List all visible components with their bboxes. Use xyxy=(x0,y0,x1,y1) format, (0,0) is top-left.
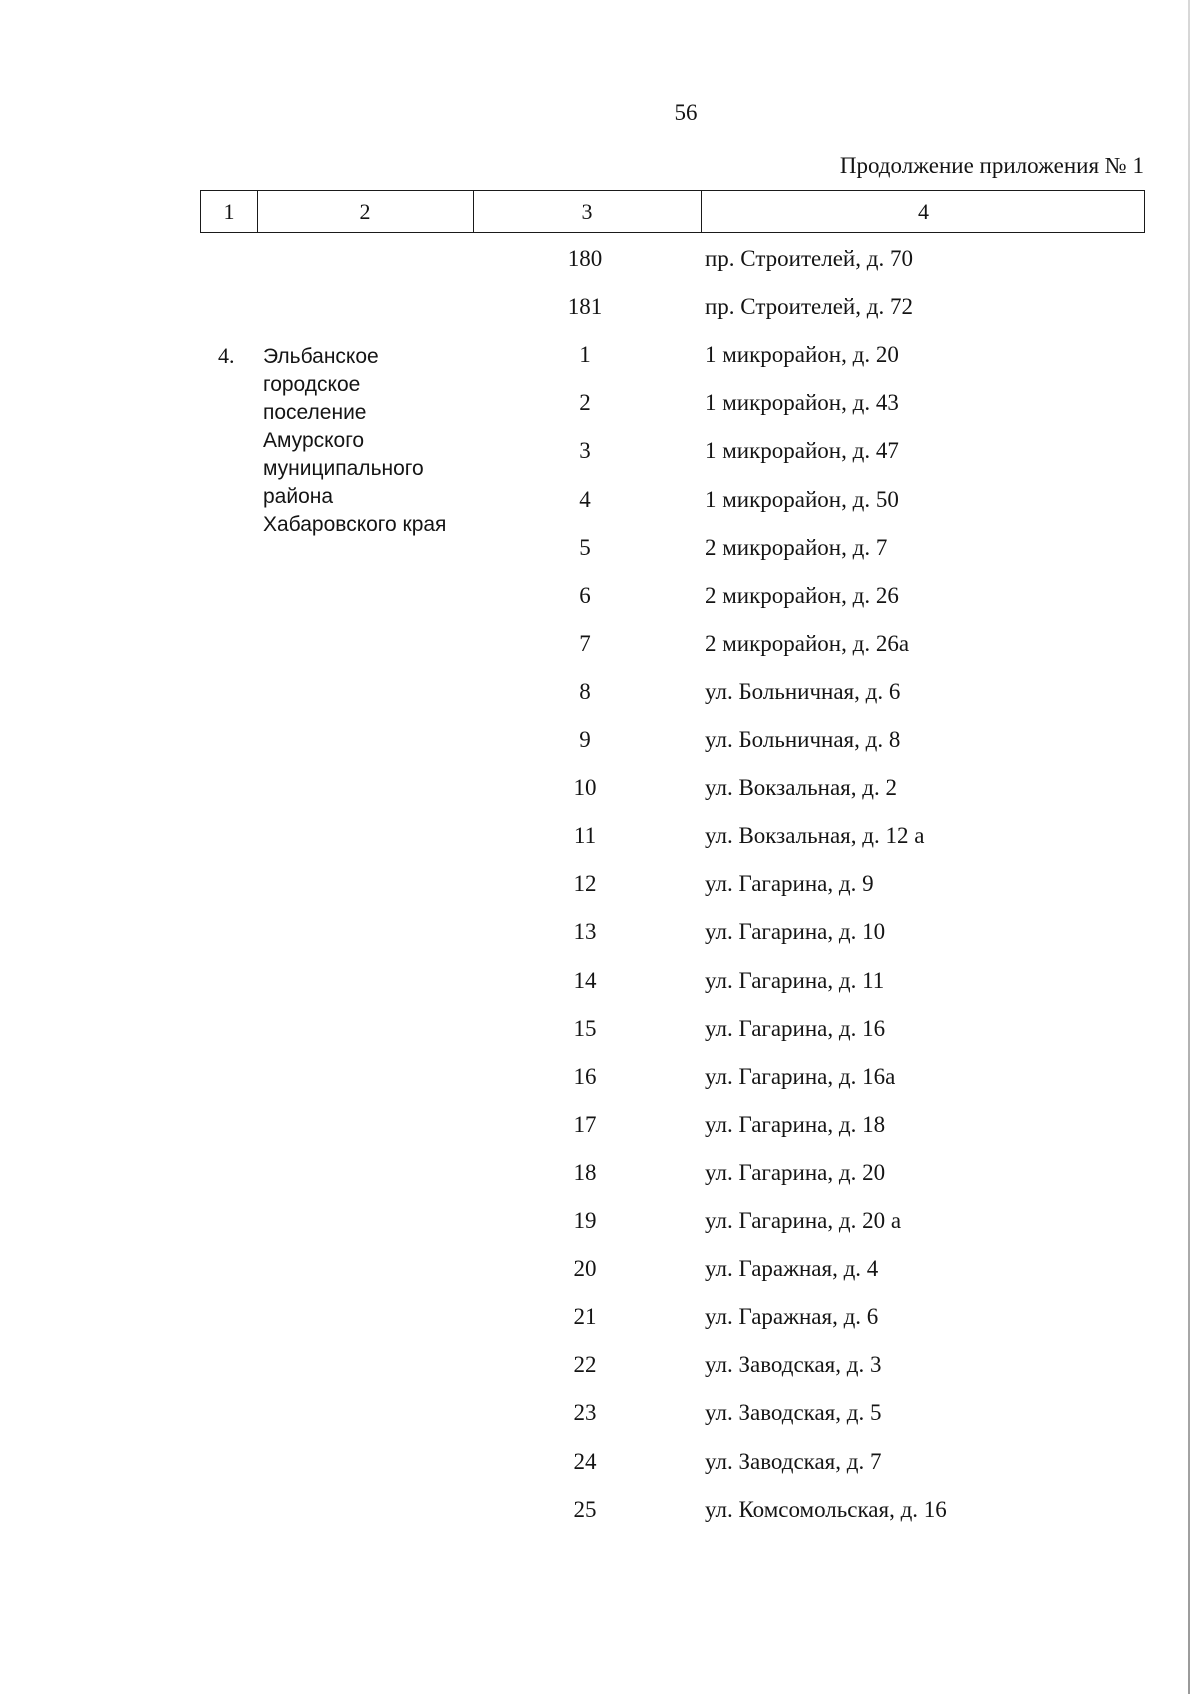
row-number: 17 xyxy=(573,1112,597,1137)
table-row xyxy=(0,535,1200,569)
row-number: 11 xyxy=(573,823,597,848)
row-address: ул. Заводская, д. 5 xyxy=(705,1400,882,1425)
row-number: 20 xyxy=(573,1256,597,1281)
row-number: 6 xyxy=(579,583,591,608)
table-row xyxy=(0,1352,1200,1386)
table-row xyxy=(0,919,1200,953)
table-header xyxy=(200,190,1145,233)
row-number: 8 xyxy=(579,679,591,704)
table-row xyxy=(0,1256,1200,1290)
row-number: 14 xyxy=(573,968,597,993)
row-number: 12 xyxy=(573,871,597,896)
settlement-name-line: Амурского xyxy=(263,429,365,452)
table-row xyxy=(0,775,1200,809)
row-number: 3 xyxy=(579,438,591,463)
row-number: 1 xyxy=(579,342,591,367)
settlement-number: 4. xyxy=(218,343,235,368)
row-address: 1 микрорайон, д. 43 xyxy=(705,390,899,415)
table-row xyxy=(0,727,1200,761)
table-row xyxy=(0,871,1200,905)
row-address: ул. Гагарина, д. 16а xyxy=(705,1064,896,1089)
row-number: 21 xyxy=(573,1304,597,1329)
row-address: ул. Гаражная, д. 6 xyxy=(705,1304,879,1329)
table-row xyxy=(0,1400,1200,1434)
row-address: ул. Заводская, д. 7 xyxy=(705,1449,882,1474)
table-row xyxy=(0,679,1200,713)
table-row xyxy=(0,1304,1200,1338)
row-number: 9 xyxy=(579,727,591,752)
settlement-name-line: Эльбанское xyxy=(263,345,379,368)
row-address: ул. Гагарина, д. 20 а xyxy=(705,1208,902,1233)
row-number: 18 xyxy=(573,1160,597,1185)
row-address: пр. Строителей, д. 70 xyxy=(705,246,913,271)
row-number: 181 xyxy=(567,294,603,319)
table-row xyxy=(0,1497,1200,1531)
scan-edge-artifact xyxy=(1188,0,1190,1694)
table-row xyxy=(0,1112,1200,1146)
row-number: 15 xyxy=(573,1016,597,1041)
row-address: ул. Вокзальная, д. 12 а xyxy=(705,823,925,848)
table-row xyxy=(0,438,1200,472)
row-address: ул. Больничная, д. 8 xyxy=(705,727,901,752)
table-row xyxy=(0,487,1200,521)
row-address: ул. Заводская, д. 3 xyxy=(705,1352,882,1377)
row-number: 19 xyxy=(573,1208,597,1233)
row-number: 4 xyxy=(579,487,591,512)
row-number: 2 xyxy=(579,390,591,415)
table-row xyxy=(0,583,1200,617)
row-address: 2 микрорайон, д. 7 xyxy=(705,535,888,560)
row-address: ул. Гаражная, д. 4 xyxy=(705,1256,879,1281)
row-number: 22 xyxy=(573,1352,597,1377)
settlement-name-line: муниципального xyxy=(263,457,424,480)
row-number: 10 xyxy=(573,775,597,800)
column-header-1: 1 xyxy=(223,198,235,224)
row-address: ул. Гагарина, д. 11 xyxy=(705,968,885,993)
row-address: 1 микрорайон, д. 20 xyxy=(705,342,899,367)
row-address: 1 микрорайон, д. 47 xyxy=(705,438,899,463)
column-header-2: 2 xyxy=(359,198,371,224)
row-address: ул. Гагарина, д. 18 xyxy=(705,1112,886,1137)
row-number: 5 xyxy=(579,535,591,560)
row-address: 2 микрорайон, д. 26 xyxy=(705,583,899,608)
row-address: 1 микрорайон, д. 50 xyxy=(705,487,899,512)
settlement-name-line: городское xyxy=(263,373,361,396)
table-row xyxy=(0,1449,1200,1483)
row-number: 16 xyxy=(573,1064,597,1089)
table-row xyxy=(0,823,1200,857)
settlement-name-line: района xyxy=(263,485,334,508)
table-row xyxy=(0,1160,1200,1194)
table-row xyxy=(0,1208,1200,1242)
row-address: ул. Гагарина, д. 20 xyxy=(705,1160,886,1185)
table-row xyxy=(0,1016,1200,1050)
column-header-4: 4 xyxy=(918,198,929,224)
table-row xyxy=(0,246,1200,280)
row-number: 24 xyxy=(573,1449,597,1474)
row-number: 13 xyxy=(573,919,597,944)
table-row xyxy=(0,968,1200,1002)
settlement-name-line: поселение xyxy=(263,401,367,424)
table-row xyxy=(0,342,1200,376)
row-address: пр. Строителей, д. 72 xyxy=(705,294,913,319)
table-row xyxy=(0,631,1200,665)
row-number: 180 xyxy=(567,246,603,271)
table-row xyxy=(0,294,1200,328)
row-number: 7 xyxy=(579,631,591,656)
row-address: ул. Комсомольская, д. 16 xyxy=(705,1497,947,1522)
row-address: ул. Больничная, д. 6 xyxy=(705,679,901,704)
row-address: ул. Гагарина, д. 10 xyxy=(705,919,886,944)
settlement-name-line: Хабаровского края xyxy=(263,513,447,536)
row-address: ул. Вокзальная, д. 2 xyxy=(705,775,897,800)
continuation-label: Продолжение приложения № 1 xyxy=(839,153,1144,178)
row-address: ул. Гагарина, д. 16 xyxy=(705,1016,886,1041)
table-row xyxy=(0,390,1200,424)
page-number: 56 xyxy=(674,100,698,125)
row-number: 23 xyxy=(573,1400,597,1425)
table-row xyxy=(0,1064,1200,1098)
row-number: 25 xyxy=(573,1497,597,1522)
column-header-3: 3 xyxy=(581,198,593,224)
row-address: ул. Гагарина, д. 9 xyxy=(705,871,874,896)
row-address: 2 микрорайон, д. 26а xyxy=(705,631,910,656)
